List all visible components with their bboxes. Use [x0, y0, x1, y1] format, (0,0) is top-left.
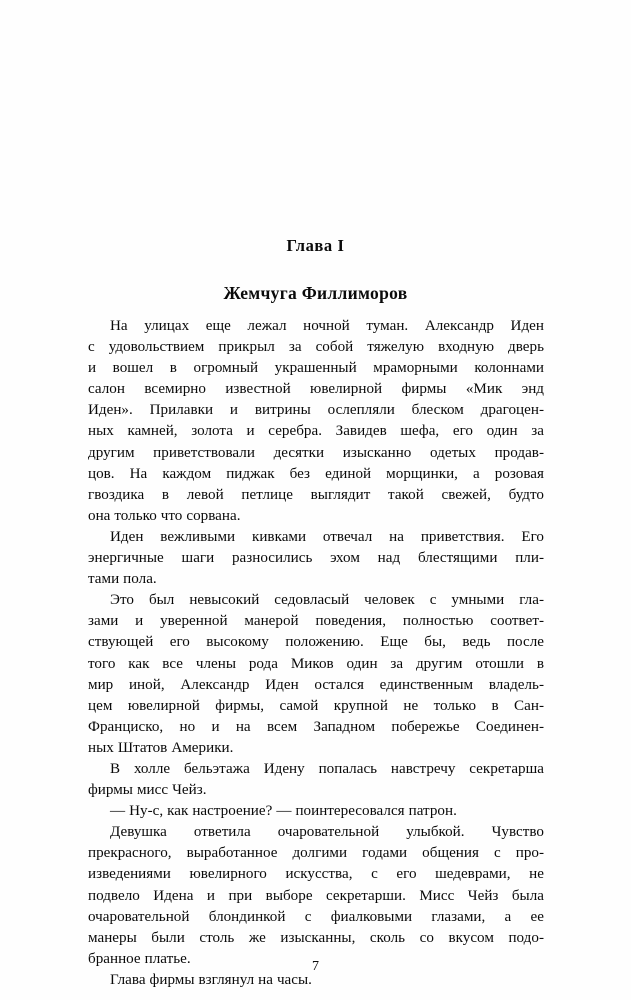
chapter-number: Глава I	[286, 236, 345, 255]
chapter-heading	[0, 236, 631, 305]
body-paragraph	[88, 316, 544, 527]
text-line: и вошел в огромный украшенный мраморными колоннами	[88, 360, 544, 377]
text-line: другим приветствовали десятки изысканно одетых продав-	[88, 444, 544, 461]
text-line: фирмы мисс Чейз.	[88, 782, 207, 799]
text-line: она только что сорвана.	[88, 507, 241, 524]
page-number: 7	[312, 959, 319, 974]
text-line: Франциско, но и на всем Западном побережье Соединен-	[88, 718, 544, 735]
body-paragraph	[88, 801, 544, 822]
text-line: Глава фирмы взглянул на часы.	[110, 971, 312, 988]
text-line: цов. На каждом пиджак без единой морщинки, а розовая	[88, 465, 544, 482]
text-line: бранное платье.	[88, 950, 191, 967]
text-line: ствующей его высокому положению. Еще бы, ведь после	[88, 634, 544, 651]
text-line: с удовольствием прикрыл за собой тяжелую входную дверь	[88, 339, 544, 356]
text-line: прекрасного, выработанное долгими годами общения с про-	[88, 845, 544, 862]
text-line: мир иной, Александр Иден остался единственным владель-	[88, 676, 544, 693]
text-line: — Ну-с, как настроение? — поинтересовался патрон.	[110, 803, 457, 820]
text-line: цем ювелирной фирмы, самой крупной не только в Сан-	[88, 697, 544, 714]
text-line: В холле бельэтажа Идену попалась навстречу секретарша	[110, 760, 544, 777]
body-text-column	[88, 316, 544, 991]
text-line: изведениями ювелирного искусства, с его шедеврами, не	[88, 866, 544, 883]
body-paragraph	[88, 590, 544, 759]
text-line: ных камней, золота и серебра. Завидев шефа, его один за	[88, 423, 544, 440]
text-line: очаровательной блондинкой с фиалковыми глазами, а ее	[88, 908, 544, 925]
text-line: того как все члены рода Миков один за другим отошли в	[88, 655, 544, 672]
body-paragraph	[88, 759, 544, 801]
text-line: подвело Идена и при выборе секретарши. Мисс Чейз была	[88, 887, 544, 904]
text-line: зами и уверенной манерой поведения, полностью соответ-	[88, 613, 544, 630]
text-line: Иден вежливыми кивками отвечал на приветствия. Его	[110, 528, 544, 545]
text-line: Иден». Прилавки и витрины ослепляли блеском драгоцен-	[88, 402, 544, 419]
body-paragraph	[88, 527, 544, 590]
text-line: тами пола.	[88, 571, 157, 588]
body-paragraph	[88, 822, 544, 970]
text-line: манеры были столь же изысканны, сколь со вкусом подо-	[88, 929, 544, 946]
chapter-title: Жемчуга Филлиморов	[223, 282, 408, 303]
text-line: ных Штатов Америки.	[88, 739, 234, 756]
text-line: энергичные шаги разносились эхом над блестящими пли-	[88, 550, 544, 567]
text-line: Девушка ответила очаровательной улыбкой. Чувство	[110, 824, 544, 841]
text-line: На улицах еще лежал ночной туман. Александр Иден	[110, 318, 544, 334]
text-line: салон всемирно известной ювелирной фирмы «Мик энд	[88, 381, 544, 398]
text-line: Это был невысокий седовласый человек с умными гла-	[110, 592, 544, 609]
text-line: гвоздика в левой петлице выглядит такой свежей, будто	[88, 486, 544, 503]
